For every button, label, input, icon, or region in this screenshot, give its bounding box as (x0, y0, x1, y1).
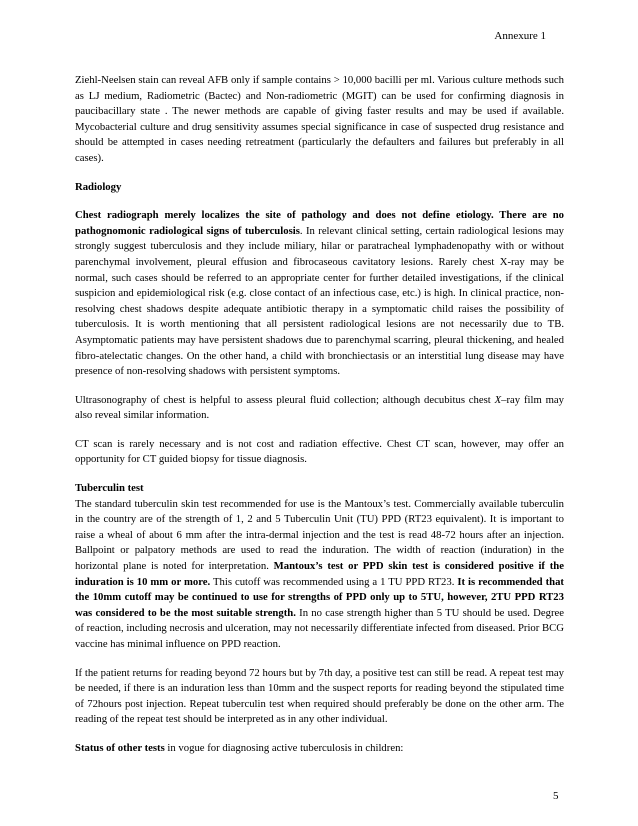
page-number: 5 (553, 790, 559, 802)
radiology-paragraph (75, 208, 564, 380)
ultrasonography-paragraph: Ultrasonography of chest is helpful to assess pleural fluid collection; although decubitus chest X–ray film may also reveal similar information. (75, 393, 564, 422)
mantoux-positive-criterion: Mantoux’s test or PPD skin test is considered positive if the induration is 10 mm or more. (75, 560, 564, 588)
other-tests-heading: Status of other tests (75, 741, 165, 754)
radiology-paragraph-text: . In relevant clinical setting, certain radiological lesions may strongly suggest tuberculosis and they include miliary, hilar or paratracheal lymphadenopathy with or without parenchymal involvement, pleural effusion and fibrocaseous cavitatory lesions. Rarely chest X-ray may be normal, such cases should be referred to an appropriate center for further detailed investigations, if the clinical suspicion and epidemiological risk (e.g. close contact of an infectious case, etc.) is high. In clinical practice, non-resolving chest shadows despite adequate antibiotic therapy in a symptomatic child raises the possibility of tuberculosis. It is worth mentioning that all persistent radiological lesions are not necessarily due to TB. Asymptomatic patients may have persistent shadows due to parenchymal scarring, pleural thickening, and healed fibro-atelectatic changes. On the other hand, a child with bronchiectasis or an interstitial lung disease may have presence of non-resolving shadows with persistent symptoms. (75, 224, 564, 378)
annexure-label: Annexure 1 (494, 30, 546, 42)
cutoff-recommendation: It is recommended that the 10mm cutoff may be continued to use for strengths of PPD only up to 5TU, however, 2TU PPD RT23 was considered to be the most suitable strength. (75, 575, 564, 619)
other-tests-paragraph: Status of other tests in vogue for diagnosing active tuberculosis in children: (75, 741, 404, 754)
page-body (75, 73, 564, 757)
repeat-test-paragraph: If the patient returns for reading beyond 72 hours but by 7th day, a positive test can still be read. A repeat test may be needed, if there is an induration less than 10mm and the suspect reports for reading beyond the stipulated time of 72hours post injection. Repeat tuberculin test when required should preferably be done on the other arm. The reading of the repeat test should be interpreted as in any other individual. (75, 666, 564, 726)
intro-paragraph: Ziehl-Neelsen stain can reveal AFB only if sample contains > 10,000 bacilli per ml. Various culture methods such as LJ medium, Radiometric (Bactec) and Non-radiometric (MGIT) can be used for confirming diagnosis in paucibacillary state . The newer methods are capable of giving faster results and may be used if available. Mycobacterial culture and drug sensitivity assumes special significance in case of suspected drug resistance and should be attempted in cases needing retreatment (particularly the defaulters and failures but preferably in all cases). (75, 74, 564, 164)
ct-scan-paragraph: CT scan is rarely necessary and is not cost and radiation effective. Chest CT scan, however, may offer an opportunity for CT guided biopsy for tissue diagnosis. (75, 437, 564, 466)
radiology-key-statement: Chest radiograph merely localizes the site of pathology and does not define etiology. There are no pathognomonic radiological signs of tuberculosis (75, 209, 564, 237)
radiology-heading: Radiology (75, 180, 122, 193)
tuberculin-paragraph: The standard tuberculin skin test recommended for use is the Mantoux’s test. Commercially available tuberculin in the country are of the strength of 1, 2 and 5 Tuberculin Unit (TU) PPD (RT23 equivalent). It is important to raise a wheal of about 6 mm after the intra-dermal injection and the test is read 48-72 hours after an injection. Ballpoint or palpatory methods are used to read the induration. The width of reaction (induration) in the horizontal plane is noted for interpretation. Mantoux’s test or PPD skin test is considered positive if the induration is 10 mm or more. This cutoff was recommended using a 1 TU PPD RT23. It is recommended that the 10mm cutoff may be continued to use for strengths of PPD only up to 5TU, however, 2TU PPD RT23 was considered to be the most suitable strength. In no case strength higher than 5 TU should be used. Degree of reaction, including necrosis and ulceration, may not necessarily differentiate infected from diseased. Prior BCG vaccine has minimal influence on PPD reaction. (75, 497, 565, 650)
tuberculin-heading: Tuberculin test (75, 482, 144, 495)
